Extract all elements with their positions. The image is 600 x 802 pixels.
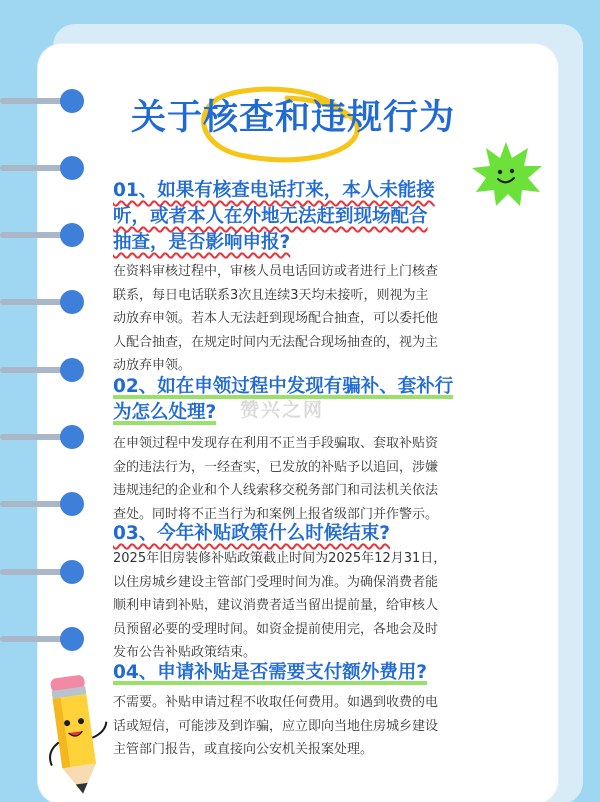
- question-1: 01、如果有核查电话打来，本人未能接 听，或者本人在外地无法赶到现场配合 抽查，是否影响申报?: [113, 180, 435, 253]
- qa-section-1: [113, 178, 513, 378]
- question-2: 02、如在申领过程中发现有骗补、套补行 为怎么处理?: [113, 376, 454, 423]
- notebook-ring-icon: [0, 626, 82, 652]
- qa-section-4: [113, 660, 513, 762]
- notebook-ring-icon: [0, 424, 82, 450]
- notebook-ring-icon: [0, 357, 82, 383]
- pencil-mascot-icon: [36, 670, 116, 802]
- notebook-ring-icon: [0, 491, 82, 517]
- question-4: 04、申请补贴是否需要支付额外费用?: [113, 662, 427, 683]
- notebook-ring-icon: [0, 559, 82, 585]
- notebook-ring-icon: [0, 222, 82, 248]
- watermark: 赞兴之网: [240, 399, 325, 421]
- page-title: 关于核查和违规行为: [131, 98, 456, 138]
- question-3: 03、今年补贴政策什么时候结束?: [113, 523, 390, 544]
- notebook-ring-icon: [0, 88, 82, 114]
- qa-section-3: [113, 521, 513, 665]
- answer-4: 不需要。补贴申请过程不收取任何费用。如遇到收费的电 话或短信，可能涉及到诈骗，应立即向当地住房城乡建设 主管部门报告，或直接向公安机关报案处理。: [113, 695, 439, 757]
- notebook-ring-icon: [0, 289, 82, 315]
- notebook-ring-icon: [0, 155, 82, 181]
- answer-3: 2025年旧房装修补贴政策截止时间为2025年12月31日， 以住房城乡建设主管部门受理时间为准。为确保消费者能 顺利申请到补贴，建议消费者适当留出提前量，给审核人 员预留必要的受理时间。如资金提前使用完，各地会及时 发布公告补贴政策结束。: [113, 551, 447, 660]
- answer-2: 在申领过程中发现存在利用不正当手段骗取、套取补贴资 金的违法行为，一经查实，已发放的补贴予以追回，涉嫌 违规违纪的企业和个人线索移交税务部门和司法机关依法 查处。同时将不正当行为和案例上报省级部门并作警示。: [113, 436, 439, 522]
- answer-1: 在资料审核过程中，审核人员电话回访或者进行上门核查 联系，每日电话联系3次且连续3天均未接听，则视为主 动放弃申领。若本人无法赶到现场配合抽查，可以委托他 人配合抽查，在规定时间内无法配合现场抽查的，视为主 动放弃申领。: [113, 264, 439, 373]
- title-block: [95, 82, 515, 174]
